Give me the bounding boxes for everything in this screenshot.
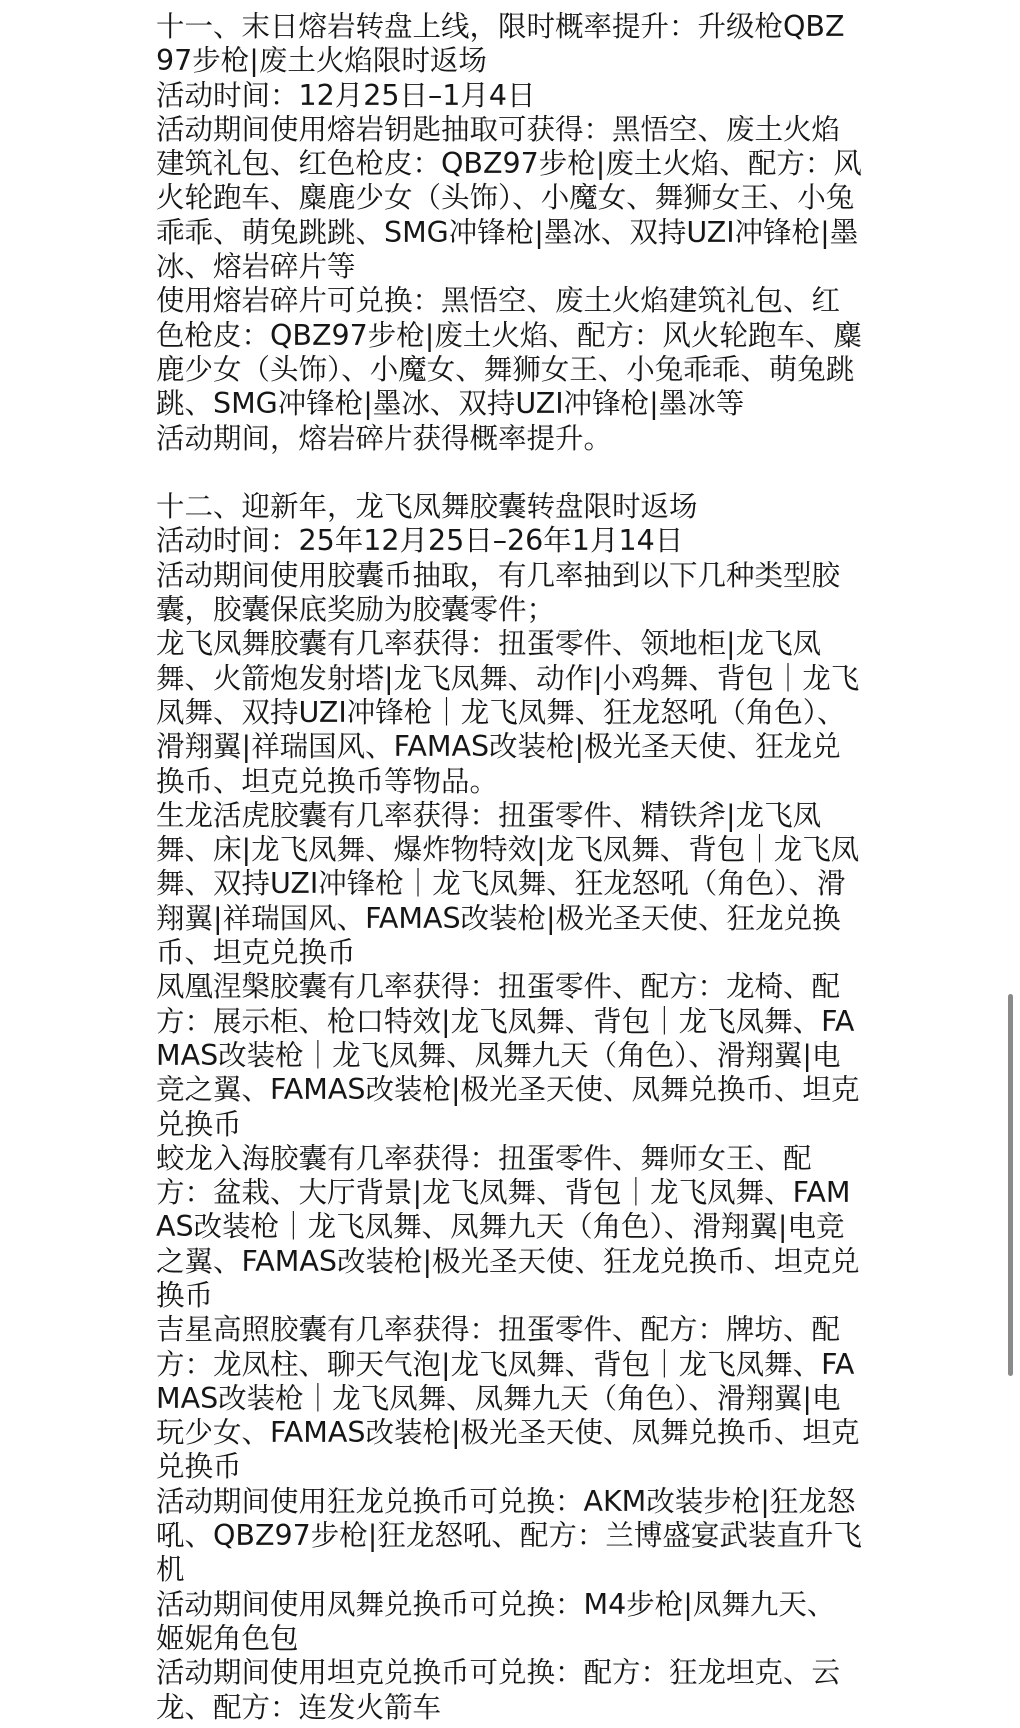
capsule-longfei: 龙飞凤舞胶囊有几率获得：扭蛋零件、领地柜|龙飞凤舞、火箭炮发射塔|龙飞凤舞、动作|小鸡舞、背包｜龙飞凤舞、双持UZI冲锋枪｜龙飞凤舞、狂龙怒吼（角色）、滑翔翼|祥瑞国风、FAMAS改装枪|极光圣天使、狂龙兑换币、坦克兑换币等物品。 (156, 627, 860, 798)
section-11-exchange: 使用熔岩碎片可兑换：黑悟空、废土火焰建筑礼包、红色枪皮：QBZ97步枪|废土火焰、配方：风火轮跑车、麋鹿少女（头饰）、小魔女、舞狮女王、小兔乖乖、萌兔跳跳、SMG冲锋枪|墨冰、双持UZI冲锋枪|墨冰等 (156, 284, 862, 421)
section-12 (156, 490, 862, 1725)
section-gap (156, 456, 862, 490)
capsule-fenghuang: 凤凰涅槃胶囊有几率获得：扭蛋零件、配方：龙椅、配方：展示柜、枪口特效|龙飞凤舞、背包｜龙飞凤舞、FAMAS改装枪｜龙飞凤舞、凤舞九天（角色）、滑翔翼|电竞之翼、FAMAS改装枪|极光圣天使、凤舞兑换币、坦克兑换币 (156, 970, 860, 1141)
section-12-time: 活动时间：25年12月25日–26年1月14日 (156, 524, 684, 558)
section-11 (156, 10, 862, 456)
capsule-shenglong: 生龙活虎胶囊有几率获得：扭蛋零件、精铁斧|龙飞凤舞、床|龙飞凤舞、爆炸物特效|龙飞凤舞、背包｜龙飞凤舞、双持UZI冲锋枪｜龙飞凤舞、狂龙怒吼（角色）、滑翔翼|祥瑞国风、FAMAS改装枪|极光圣天使、狂龙兑换币、坦克兑换币 (156, 798, 860, 970)
exchange-fengwu: 活动期间使用凤舞兑换币可兑换：M4步枪|凤舞九天、姬妮角色包 (156, 1587, 836, 1655)
section-11-draw-rewards: 活动期间使用熔岩钥匙抽取可获得：黑悟空、废土火焰建筑礼包、红色枪皮：QBZ97步枪|废土火焰、配方：风火轮跑车、麋鹿少女（头饰）、小魔女、舞狮女王、小兔乖乖、萌兔跳跳、SMG冲锋枪|墨冰、双持UZI冲锋枪|墨冰、熔岩碎片等 (156, 112, 862, 284)
capsule-jiaolong: 蛟龙入海胶囊有几率获得：扭蛋零件、舞师女王、配方：盆栽、大厅背景|龙飞凤舞、背包｜龙飞凤舞、FAMAS改装枪｜龙飞凤舞、凤舞九天（角色）、滑翔翼|电竞之翼、FAMAS改装枪|极光圣天使、狂龙兑换币、坦克兑换币 (156, 1141, 860, 1312)
section-12-intro: 活动期间使用胶囊币抽取，有几率抽到以下几种类型胶囊，胶囊保底奖励为胶囊零件； (156, 558, 841, 627)
vertical-scrollbar[interactable] (1008, 994, 1013, 1376)
capsule-jixing: 吉星高照胶囊有几率获得：扭蛋零件、配方：牌坊、配方：龙凤柱、聊天气泡|龙飞凤舞、背包｜龙飞凤舞、FAMAS改装枪｜龙飞凤舞、凤舞九天（角色）、滑翔翼|电玩少女、FAMAS改装枪|极光圣天使、凤舞兑换币、坦克兑换币 (156, 1313, 860, 1484)
section-12-title: 十二、迎新年，龙飞凤舞胶囊转盘限时返场 (156, 490, 698, 524)
section-11-time: 活动时间：12月25日–1月4日 (156, 78, 536, 112)
section-11-title: 十一、末日熔岩转盘上线，限时概率提升：升级枪QBZ97步枪|废土火焰限时返场 (156, 10, 845, 78)
section-11-probability-note: 活动期间，熔岩碎片获得概率提升。 (156, 421, 613, 455)
exchange-kuanglong: 活动期间使用狂龙兑换币可兑换：AKM改装步枪|狂龙怒吼、QBZ97步枪|狂龙怒吼、配方：兰博盛宴武装直升飞机 (156, 1484, 862, 1587)
exchange-tank: 活动期间使用坦克兑换币可兑换：配方：狂龙坦克、云龙、配方：连发火箭车 (156, 1656, 841, 1724)
announcement-document (156, 10, 862, 1725)
